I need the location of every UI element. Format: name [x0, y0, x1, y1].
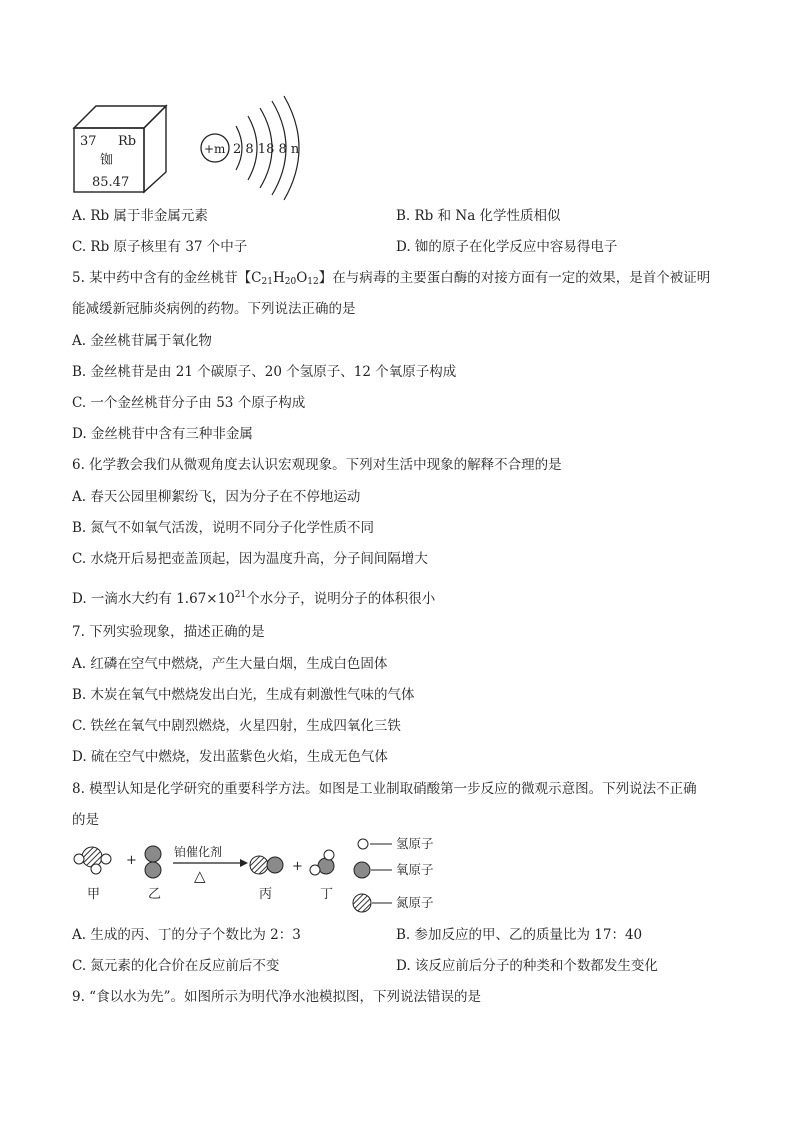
- q8-option-a: A. 生成的丙、丁的分子个数比为 2：3: [72, 927, 301, 943]
- heat-symbol: △: [194, 867, 206, 885]
- q5-stem-line2: 能减缓新冠肺炎病例的药物。下列说法正确的是: [72, 301, 356, 317]
- q7-option-c: C. 铁丝在氧气中剧烈燃烧，火星四射，生成四氧化三铁: [72, 718, 401, 734]
- molecule-ding: [310, 850, 334, 875]
- atom-structure-diagram: [196, 94, 316, 202]
- q7-option-d: D. 硫在空气中燃烧，发出蓝紫色火焰，生成无色气体: [72, 749, 388, 765]
- q8-option-d: D. 该反应前后分子的种类和个数都发生变化: [396, 958, 658, 974]
- q8-stem-line1: 8. 模型认知是化学研究的重要科学方法。如图是工业制取硝酸第一步反应的微观示意图。下列说法不正确: [72, 781, 697, 797]
- label-bing: 丙: [259, 887, 273, 902]
- q8-stem-line2: 的是: [72, 812, 99, 828]
- catalyst-label: 铂催化剂: [174, 845, 223, 859]
- molecule-bing: [250, 856, 283, 874]
- q6-stem: 6. 化学教会我们从微观角度去认识宏观现象。下列对生活中现象的解释不合理的是: [72, 457, 562, 473]
- nucleus-charge: +m: [204, 142, 226, 156]
- q6-option-c: C. 水烧开后易把壶盖顶起，因为温度升高，分子间间隔增大: [72, 551, 428, 567]
- q8-option-b: B. 参加反应的甲、乙的质量比为 17：40: [396, 927, 643, 943]
- q4-option-c: C. Rb 原子核里有 37 个中子: [72, 239, 248, 255]
- legend: [353, 839, 392, 912]
- element-symbol: Rb: [118, 134, 137, 149]
- legend-hydrogen: 氢原子: [396, 836, 434, 851]
- element-card: [70, 100, 170, 196]
- label-yi: 乙: [148, 887, 162, 902]
- q7-option-b: B. 木炭在氧气中燃烧发出白光，生成有刺激性气味的气体: [72, 687, 415, 703]
- element-name: 铷: [100, 153, 114, 168]
- q8-option-c: C. 氮元素的化合价在反应前后不变: [72, 958, 280, 974]
- q5-option-d: D. 金丝桃苷中含有三种非金属: [72, 426, 253, 442]
- plus-1: +: [126, 853, 137, 868]
- electron-shells: 2 8 18 8 n: [233, 142, 300, 157]
- q7-option-a: A. 红磷在空气中燃烧，产生大量白烟，生成白色固体: [72, 656, 388, 672]
- reaction-diagram: [70, 836, 440, 916]
- q4-option-d: D. 铷的原子在化学反应中容易得电子: [396, 239, 618, 255]
- q5-option-a: A. 金丝桃苷属于氧化物: [72, 333, 212, 349]
- q5-option-c: C. 一个金丝桃苷分子由 53 个原子构成: [72, 395, 306, 411]
- label-ding: 丁: [320, 887, 334, 902]
- q9-stem: 9. “食以水为先”。如图所示为明代净水池模拟图，下列说法错误的是: [72, 989, 481, 1005]
- q4-option-b: B. Rb 和 Na 化学性质相似: [396, 208, 561, 224]
- label-jia: 甲: [87, 887, 101, 902]
- molecule-yi: [145, 846, 161, 878]
- q5-stem-line1: 5. 某中药中含有的金丝桃苷【$C_{21}H_{20}O_{12}$】在与病毒的主要蛋白酶的对接方面有一定的效果，是首个被证明: [72, 270, 711, 287]
- q6-option-d: D. 一滴水大约有 $1.67\times 10^{21}$个水分子，说明分子的体积很小: [72, 590, 436, 607]
- q4-option-a: A. Rb 属于非金属元素: [72, 208, 208, 224]
- q6-option-a: A. 春天公园里柳絮纷飞，因为分子在不停地运动: [72, 489, 361, 505]
- q7-stem: 7. 下列实验现象，描述正确的是: [72, 624, 265, 640]
- q6-option-b: B. 氮气不如氧气活泼，说明不同分子化学性质不同: [72, 520, 375, 536]
- molecule-jia: [74, 847, 111, 874]
- legend-nitrogen: 氮原子: [396, 895, 434, 910]
- legend-oxygen: 氧原子: [396, 862, 434, 877]
- atomic-number: 37: [80, 134, 97, 149]
- plus-2: +: [292, 859, 303, 874]
- atomic-mass: 85.47: [92, 175, 130, 190]
- q5-option-b: B. 金丝桃苷是由 21 个碳原子、20 个氢原子、12 个氧原子构成: [72, 364, 457, 380]
